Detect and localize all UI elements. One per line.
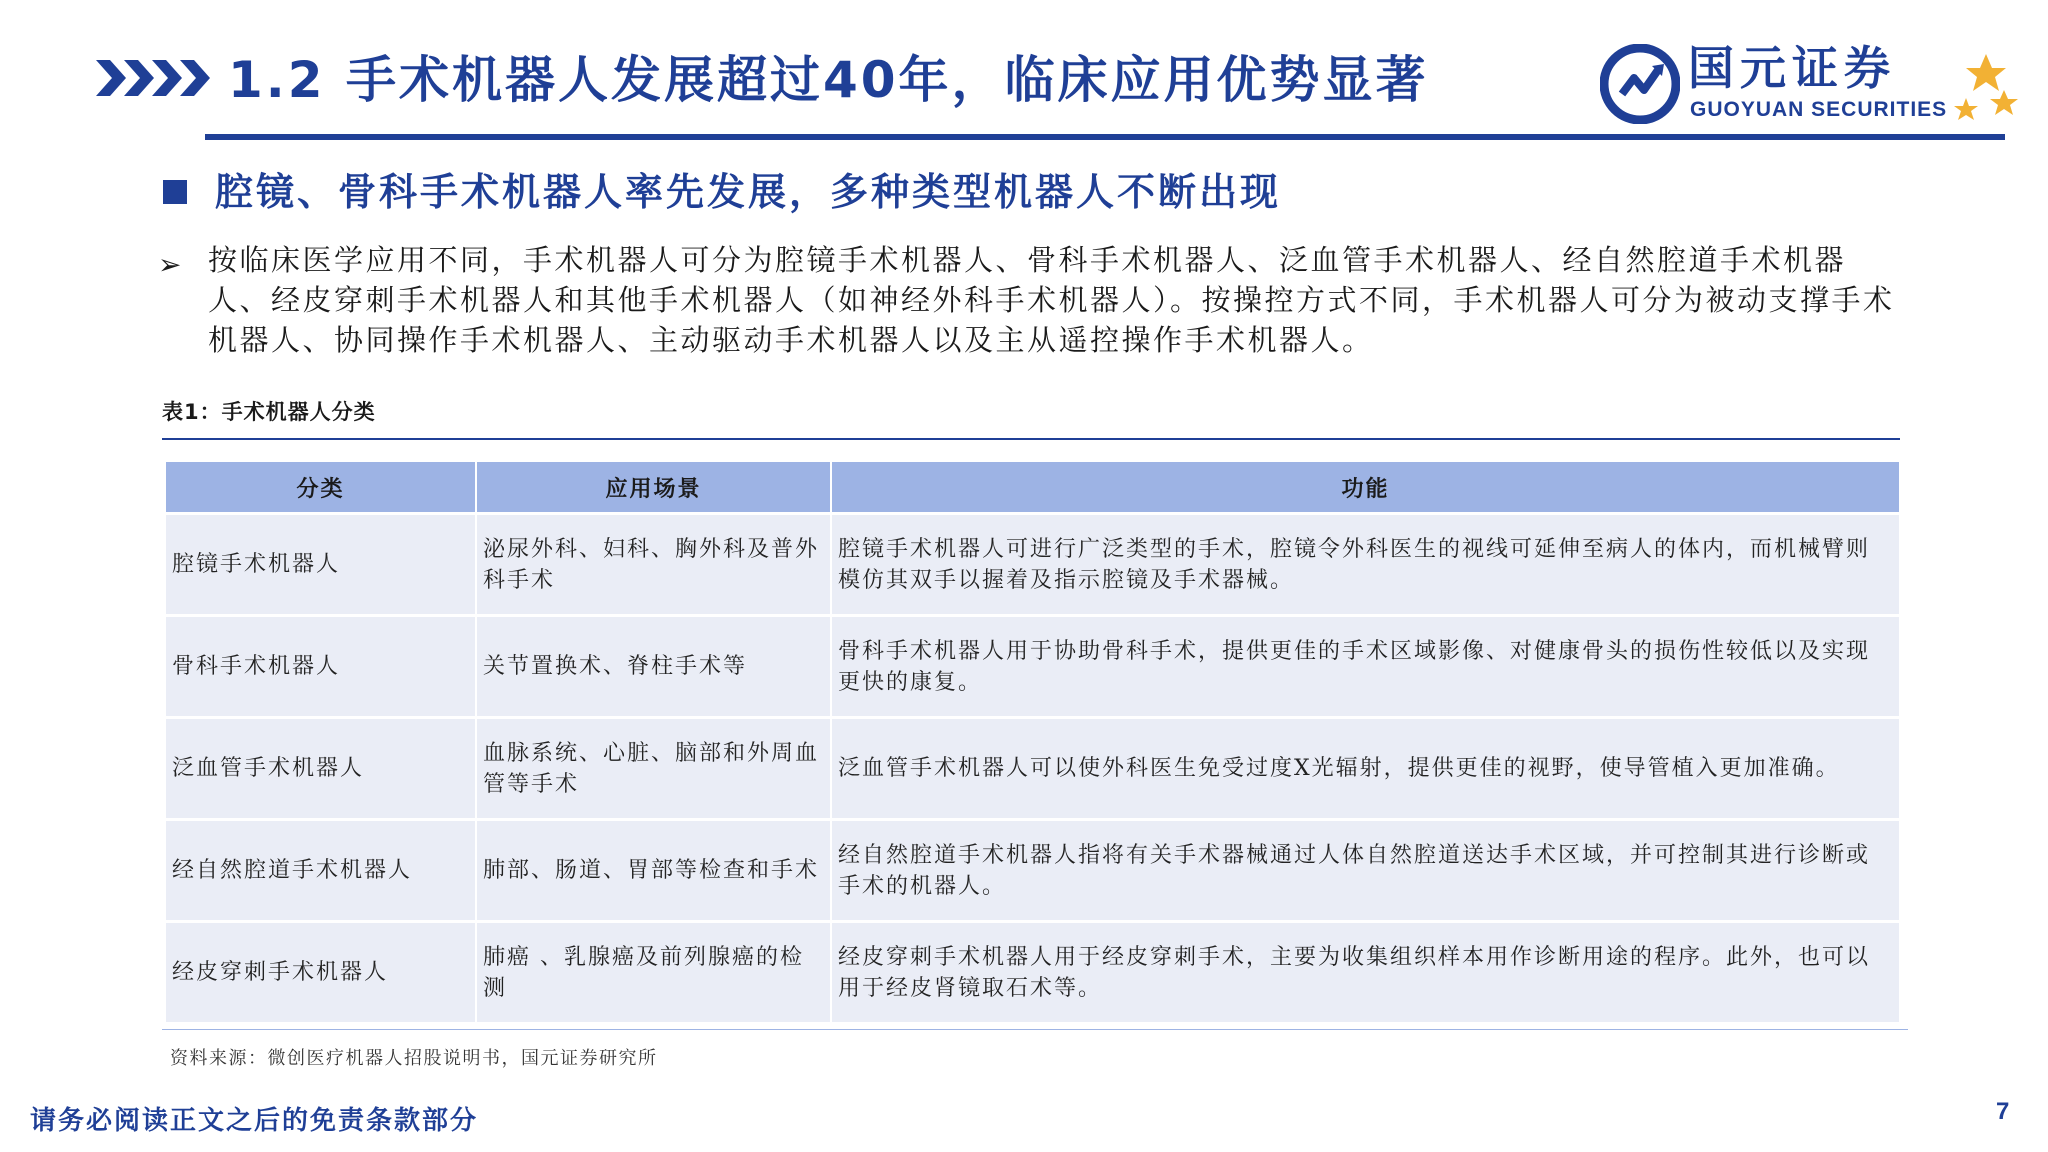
source-divider	[162, 1029, 1908, 1030]
cell-category: 经皮穿刺手术机器人	[166, 922, 476, 1024]
cell-application: 泌尿外科、妇科、胸外科及普外科手术	[476, 514, 831, 616]
company-logo	[1600, 40, 2020, 124]
cell-function: 经皮穿刺手术机器人用于经皮穿刺手术，主要为收集组织样本用作诊断用途的程序。此外，也可以用于经皮肾镜取石术等。	[831, 922, 1899, 1024]
cell-function: 泛血管手术机器人可以使外科医生免受过度X光辐射，提供更佳的视野，使导管植入更加准确。	[831, 718, 1899, 820]
header-function: 功能	[831, 462, 1899, 514]
table-row	[166, 718, 1899, 820]
cell-application: 肺癌 、乳腺癌及前列腺癌的检测	[476, 922, 831, 1024]
table-caption: 表1：手术机器人分类	[162, 400, 376, 424]
title-underline	[205, 134, 2005, 140]
page-number: 7	[1996, 1098, 2010, 1125]
cell-application: 血脉系统、心脏、脑部和外周血管等手术	[476, 718, 831, 820]
robot-classification-table	[166, 462, 1899, 1025]
table-row	[166, 514, 1899, 616]
caption-divider	[162, 438, 1900, 440]
section-heading: 腔镜、骨科手术机器人率先发展，多种类型机器人不断出现	[215, 170, 1282, 214]
logo-english-name: GUOYUAN SECURITIES	[1690, 98, 1948, 121]
body-paragraph: 按临床医学应用不同，手术机器人可分为腔镜手术机器人、骨科手术机器人、泛血管手术机器人、经自然腔道手术机器人、经皮穿刺手术机器人和其他手术机器人（如神经外科手术机器人）。按操控方式不同，手术机器人可分为被动支撑手术机器人、协同操作手术机器人、主动驱动手术机器人以及主从遥控操作手术机器人。	[208, 243, 1895, 357]
cell-category: 骨科手术机器人	[166, 616, 476, 718]
table-row	[166, 820, 1899, 922]
cell-category: 腔镜手术机器人	[166, 514, 476, 616]
section-bullet-icon	[163, 180, 187, 204]
cell-application: 肺部、肠道、胃部等检查和手术	[476, 820, 831, 922]
table-source: 资料来源：微创医疗机器人招股说明书，国元证券研究所	[170, 1048, 658, 1069]
cell-category: 经自然腔道手术机器人	[166, 820, 476, 922]
logo-chinese-name: 国元证券	[1688, 41, 1896, 95]
cell-function: 骨科手术机器人用于协助骨科手术，提供更佳的手术区域影像、对健康骨头的损伤性较低以及实现更快的康复。	[831, 616, 1899, 718]
header-application: 应用场景	[476, 462, 831, 514]
arrow-bullet-icon: ➢	[158, 248, 182, 281]
chevrons-icon	[96, 56, 212, 100]
table-row	[166, 616, 1899, 718]
header-category: 分类	[166, 462, 476, 514]
cell-category: 泛血管手术机器人	[166, 718, 476, 820]
table-row	[166, 922, 1899, 1024]
page-title: 1.2 手术机器人发展超过40年，临床应用优势显著	[228, 51, 1429, 109]
cell-function: 腔镜手术机器人可进行广泛类型的手术，腔镜令外科医生的视线可延伸至病人的体内，而机械臂则模仿其双手以握着及指示腔镜及手术器械。	[831, 514, 1899, 616]
cell-application: 关节置换术、脊柱手术等	[476, 616, 831, 718]
disclaimer-link[interactable]: 请务必阅读正文之后的免责条款部分	[30, 1106, 479, 1136]
guoyuan-logo-icon	[1600, 44, 1680, 124]
table-header-row	[166, 462, 1899, 514]
stars-icon	[1952, 50, 2020, 126]
cell-function: 经自然腔道手术机器人指将有关手术器械通过人体自然腔道送达手术区域，并可控制其进行诊断或手术的机器人。	[831, 820, 1899, 922]
